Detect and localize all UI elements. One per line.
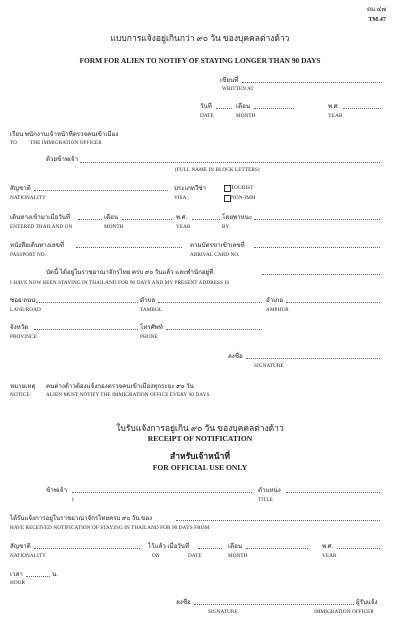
lane-field[interactable]	[36, 302, 138, 303]
full-name-label: (FULL NAME IN BLOCK LETTERS)	[175, 167, 260, 173]
tambol-field[interactable]	[158, 302, 262, 303]
received-label: HAVE RECEIVED NOTIFICATION OF STAYING IN THAILAND FOR 90 DAYS FROM	[10, 525, 210, 531]
tambol-label: TAMBOL	[140, 307, 163, 313]
arrival-card-field[interactable]	[254, 247, 380, 248]
year-field[interactable]	[343, 108, 381, 109]
receipt-title-label: TITLE	[258, 497, 273, 503]
tourist-label: TOURIST	[231, 185, 254, 191]
r-nationality-label: NATIONALITY	[10, 553, 46, 559]
r-month-field[interactable]	[246, 548, 308, 549]
to-label: THE IMMIGRATION OFFICER	[30, 140, 102, 146]
entered-month-label: MONTH	[104, 224, 124, 230]
date-thai: วันที่	[200, 103, 212, 110]
nationality-label: NATIONALITY	[10, 195, 46, 201]
statement-thai: บัดนี้ ได้อยู่ในราชอาณาจักรไทย ครบ ๙๐ วันแล้ว และพำนักอยู่ที่	[46, 269, 214, 276]
r-on-label: ON	[152, 553, 160, 559]
phone-field[interactable]	[166, 329, 262, 330]
province-field[interactable]	[34, 329, 138, 330]
entered-year-field[interactable]	[192, 219, 220, 220]
month-thai: เดือน	[236, 103, 251, 110]
r-signature-thai: ลงชื่อ	[176, 599, 191, 606]
official-use-thai: สำหรับเจ้าหน้าที่	[170, 451, 230, 461]
lane-thai: ซอย/ถนน	[10, 297, 36, 304]
month-label: MONTH	[236, 113, 256, 119]
received-thai: ได้รับแจ้งการอยู่ในราชอาณาจักรไทยครบ ๙๐ วัน ของ	[10, 515, 153, 522]
entered-month-field[interactable]	[122, 219, 172, 220]
r-year-label: YEAR	[322, 553, 337, 559]
r-year-thai: พ.ศ.	[322, 543, 334, 550]
receipt-title: RECEIPT OF NOTIFICATION	[147, 434, 253, 443]
notice-label: ALIEN MUST NOTIFY THE IMMIGRATION OFFICE EVERY 90 DAYS	[46, 392, 210, 398]
phone-label: PHONE	[140, 334, 158, 340]
phone-thai: โทรศัพท์	[140, 324, 163, 331]
entered-label: ENTERED THAILAND ON	[10, 224, 73, 230]
entered-month-thai: เดือน	[104, 214, 119, 221]
r-month-label: MONTH	[228, 553, 248, 559]
r-on-thai: ไว้แล้ว เมื่อวันที่	[148, 543, 190, 550]
year-label: YEAR	[328, 113, 343, 119]
form-code-thai: ตม.๔๗	[367, 6, 386, 13]
official-use: FOR OFFICIAL USE ONLY	[152, 463, 248, 472]
officer-name-field[interactable]	[72, 492, 252, 493]
entered-thai: เดินทางเข้ามาเมื่อวันที่	[10, 214, 71, 221]
r-year-field[interactable]	[337, 548, 380, 549]
signature-field[interactable]	[246, 358, 380, 359]
notice-thai: คนต่างด้าวต้องแจ้งกองตรวจคนเข้าเมืองทุกระยะ ๙๐ วัน	[46, 383, 194, 390]
r-date-label: DATE	[188, 553, 202, 559]
title-label-thai: ตำแหน่ง	[258, 487, 281, 494]
officer-title-field[interactable]	[286, 492, 380, 493]
month-field[interactable]	[254, 108, 294, 109]
by-label: BY	[222, 224, 230, 230]
date-label: DATE	[200, 113, 214, 119]
notice-prefix: NOTICE:	[10, 392, 32, 398]
lane-label: LANE/ROAD	[10, 307, 41, 313]
province-thai: จังหวัด	[10, 324, 29, 331]
arrival-label: ARRIVAL CARD NO.	[190, 252, 240, 258]
to-prefix: TO	[10, 140, 18, 146]
nationality-field[interactable]	[34, 190, 168, 191]
form-code: TM.47	[368, 16, 386, 23]
amphur-label: AMPHUR	[266, 307, 289, 313]
entered-year-thai: พ.ศ.	[176, 214, 188, 221]
entered-year-label: YEAR	[176, 224, 191, 230]
receipt-title-thai: ใบรับแจ้งการอยู่เกิน ๙๐ วัน ของบุคคลต่างด้าว	[116, 423, 284, 433]
by-thai: โดยพาหนะ	[222, 214, 253, 221]
signature-thai: ลงชื่อ	[228, 353, 243, 360]
r-date-field[interactable]	[198, 548, 222, 549]
name-thai: ด้วยข้าพเจ้า	[46, 156, 79, 163]
arrival-thai: ตามบัตรขาเข้าเลขที่	[190, 242, 245, 249]
r-nationality-thai: สัญชาติ	[10, 543, 31, 550]
signature-label: SIGNATURE	[254, 363, 284, 369]
receipt-i-thai: ข้าพเจ้า	[46, 487, 67, 494]
province-label: PROVINCE	[10, 334, 37, 340]
received-from-field[interactable]	[176, 520, 380, 521]
hour-suffix: น.	[52, 571, 58, 578]
non-imm-checkbox[interactable]	[224, 195, 231, 202]
receipt-i-label: I	[72, 497, 74, 503]
passport-label: PASSPORT NO.	[10, 252, 47, 258]
amphur-thai: อำเภอ	[266, 297, 284, 304]
entered-date-field[interactable]	[78, 219, 102, 220]
r-signature-label: SIGNATURE	[208, 609, 238, 615]
address-field[interactable]	[262, 274, 380, 275]
non-imm-label: NON-IMM	[231, 195, 256, 201]
year-thai: พ.ศ.	[328, 103, 340, 110]
amphur-field[interactable]	[286, 302, 380, 303]
full-name-field[interactable]	[80, 162, 380, 163]
written-at-label: WRITTEN AT	[222, 86, 254, 92]
vehicle-field[interactable]	[254, 219, 380, 220]
tambol-thai: ตำบล	[140, 297, 156, 304]
nationality-thai: สัญชาติ	[10, 185, 31, 192]
notice-prefix-thai: หมายเหตุ	[10, 383, 36, 390]
passport-thai: หนังสือเดินทางเลขที่	[10, 242, 64, 249]
to-thai: เรียน พนักงานเจ้าหน้าที่ตรวจคนเข้าเมือง	[10, 131, 119, 138]
written-at-field[interactable]	[242, 82, 382, 83]
date-field[interactable]	[216, 108, 232, 109]
r-officer-label: IMMIGRATION OFFICER	[314, 609, 374, 615]
r-month-thai: เดือน	[228, 543, 243, 550]
visa-thai: ประเภทวีซ่า	[174, 185, 206, 192]
hour-field[interactable]	[26, 576, 50, 577]
r-signature-field[interactable]	[194, 604, 354, 605]
title-english: FORM FOR ALIEN TO NOTIFY OF STAYING LONGER THAN 90 DAYS	[79, 56, 321, 65]
r-nationality-field[interactable]	[34, 548, 140, 549]
r-officer-thai: ผู้รับแจ้ง	[356, 599, 378, 606]
title-thai: แบบการแจ้งอยู่เกินกว่า ๙๐ วัน ของบุคคลต่างด้าว	[110, 33, 290, 43]
visa-label: VISA	[174, 195, 187, 201]
written-at-thai: เขียนที่	[220, 77, 239, 84]
tourist-checkbox[interactable]	[224, 185, 231, 192]
hour-label: HOUR	[10, 580, 26, 586]
statement-label: I HAVE NOW BEEN STAYING IN THAILAND FOR 90 DAYS AND MY PRESENT ADDRESS IS	[10, 280, 230, 286]
hour-thai: เวลา	[10, 571, 23, 578]
passport-field[interactable]	[76, 247, 182, 248]
